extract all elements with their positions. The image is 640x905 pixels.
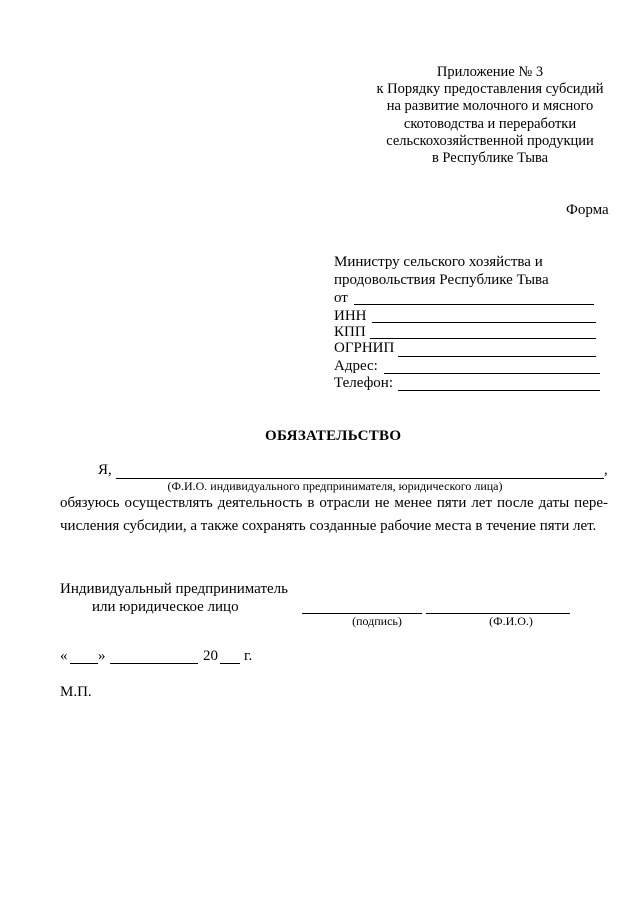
document-title: ОБЯЗАТЕЛЬСТВО bbox=[265, 428, 402, 444]
inn-label: ИНН bbox=[334, 308, 367, 324]
fio-signature-caption: (Ф.И.О.) bbox=[489, 614, 533, 628]
from-field-line[interactable] bbox=[354, 304, 594, 305]
date-day-field-line[interactable] bbox=[70, 663, 98, 664]
date-year-suffix: г. bbox=[244, 648, 253, 664]
declaration-body bbox=[60, 492, 608, 538]
ogrnip-field-line[interactable] bbox=[398, 356, 596, 357]
appendix-line: в Республике Тыва bbox=[431, 150, 549, 167]
phone-field-line[interactable] bbox=[398, 390, 600, 391]
appendix-line: на развитие молочного и мясного bbox=[386, 98, 594, 115]
entity-label-line-1: Индивидуальный предприниматель bbox=[60, 581, 288, 597]
ogrnip-label: ОГРНИП bbox=[334, 340, 395, 356]
fio-caption: (Ф.И.О. индивидуального предпринимателя, юридического лица) bbox=[167, 479, 503, 493]
kpp-label: КПП bbox=[334, 324, 366, 340]
appendix-line: скотоводства и переработки bbox=[403, 115, 577, 132]
addressee-line-2: продовольствия Республике Тыва bbox=[334, 272, 549, 288]
appendix-line: Приложение № 3 bbox=[436, 64, 544, 80]
kpp-field-line[interactable] bbox=[370, 338, 596, 339]
entity-label-line-2: или юридическое лицо bbox=[92, 599, 239, 615]
addressee-line-1: Министру сельского хозяйства и bbox=[334, 254, 543, 270]
date-close-quote: » bbox=[98, 648, 106, 664]
appendix-header bbox=[340, 64, 640, 167]
date-year-field-line[interactable] bbox=[220, 663, 240, 664]
signature-caption: (подпись) bbox=[352, 614, 402, 628]
from-label: от bbox=[334, 290, 348, 306]
appendix-line: к Порядку предоставления субсидий bbox=[376, 81, 604, 98]
trailing-comma: , bbox=[604, 462, 608, 478]
address-field-line[interactable] bbox=[384, 373, 600, 374]
declaration-line-1: обязуюсь осуществлять деятельность в отрасли не менее пяти лет после даты пере- bbox=[60, 495, 608, 511]
stamp-label: М.П. bbox=[60, 684, 92, 700]
address-label: Адрес: bbox=[334, 358, 378, 374]
date-open-quote: « bbox=[60, 648, 68, 664]
date-month-field-line[interactable] bbox=[110, 663, 198, 664]
form-label: Форма bbox=[566, 202, 609, 218]
appendix-line: сельскохозяйственной продукции bbox=[386, 132, 594, 149]
inn-field-line[interactable] bbox=[372, 322, 596, 323]
ya-label: Я, bbox=[98, 462, 112, 478]
date-year-prefix: 20 bbox=[203, 648, 218, 664]
phone-label: Телефон: bbox=[334, 375, 393, 391]
declaration-line-2: числения субсидии, а также сохранять созданные рабочие места в течение пяти лет. bbox=[60, 518, 597, 534]
